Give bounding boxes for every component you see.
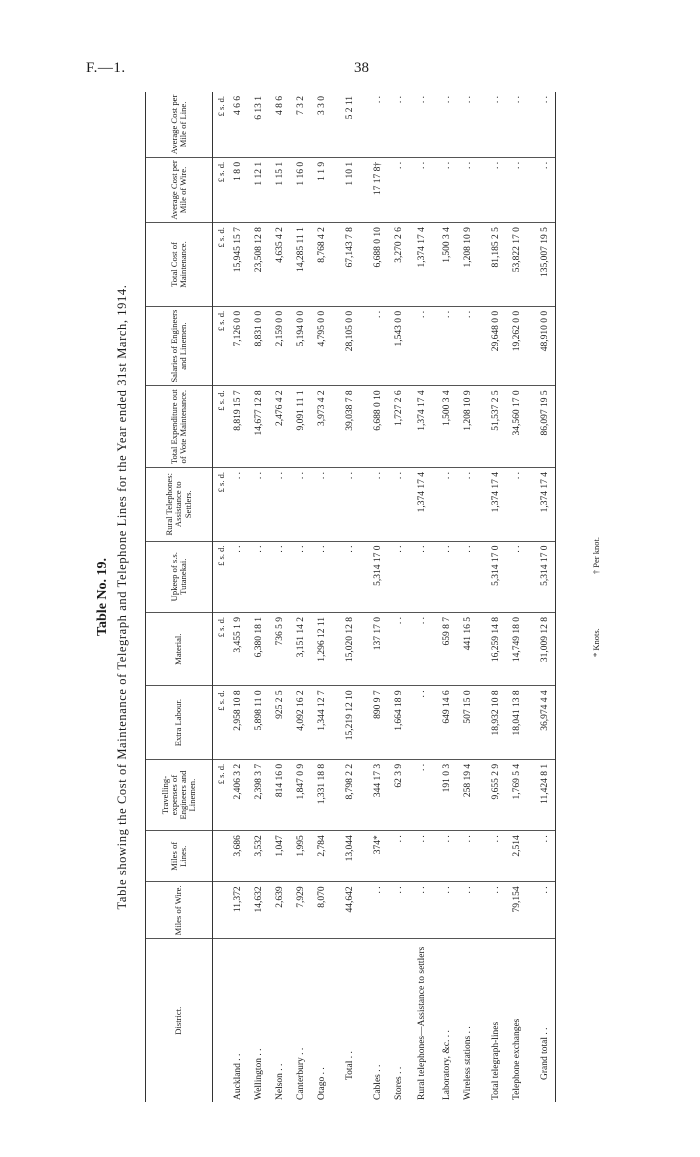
table-cell: 6,380 18 1 (248, 612, 269, 685)
table-row (388, 92, 409, 1102)
table-cell (527, 306, 534, 386)
column-header: Material. (146, 612, 213, 685)
table-cell (332, 157, 339, 222)
table-cell: . . (409, 686, 436, 759)
table-cell (332, 306, 339, 386)
table-cell: . . (485, 831, 506, 882)
table-cell: 1,374 17 4 (409, 223, 436, 307)
table-cell: 15,020 12 8 (339, 612, 360, 685)
table-cell: . . (367, 306, 388, 386)
table-cell: 3 3 0 (311, 92, 332, 157)
table-cell: 14,632 (248, 882, 269, 939)
table-cell: . . (506, 92, 527, 157)
table-cell (478, 541, 485, 612)
table-cell: . . (457, 306, 478, 386)
page-reference: F.—1. (86, 60, 126, 76)
table-row (227, 92, 248, 1102)
table-cell (478, 882, 485, 939)
row-label (332, 939, 339, 1102)
row-label: Cables . . (372, 1064, 383, 1100)
table-cell: 79,154 (506, 882, 527, 939)
table-cell: . . (227, 541, 248, 612)
table-cell: 1 12 1 (248, 157, 269, 222)
row-label: Total . . (344, 1051, 355, 1080)
table-cell: . . (269, 541, 290, 612)
table-cell (478, 157, 485, 222)
table-row (311, 92, 332, 1102)
table-cell: 34,560 17 0 (506, 386, 527, 468)
column-header: Salaries of Engineers and Linemen. (146, 306, 213, 386)
table-cell: £ s. d. (213, 468, 228, 541)
table-cell: 135,007 19 5 (534, 223, 556, 307)
table-cell (360, 92, 367, 157)
table-cell: 19,262 0 0 (506, 306, 527, 386)
table-cell: 5,314 17 0 (534, 541, 556, 612)
table-cell: 8,768 4 2 (311, 223, 332, 307)
table-cell: 4,635 4 2 (269, 223, 290, 307)
table-cell: 3,151 14 2 (290, 612, 311, 685)
table-cell: 86,097 19 5 (534, 386, 556, 468)
table-cell: 4,795 0 0 (311, 306, 332, 386)
table-body (213, 92, 556, 1102)
table-cell: £ s. d. (213, 759, 228, 830)
table-row (534, 92, 556, 1102)
table-cell: 11,372 (227, 882, 248, 939)
table-cell: £ s. d. (213, 92, 228, 157)
table-cell: 44,642 (339, 882, 360, 939)
table-cell (527, 686, 534, 759)
table-cell: 62 3 9 (388, 759, 409, 830)
table-cell: . . (367, 92, 388, 157)
table-row (290, 92, 311, 1102)
table-cell (527, 612, 534, 685)
table-cell: . . (409, 759, 436, 830)
row-label: Wellington . . (253, 1048, 264, 1100)
table-cell: . . (457, 541, 478, 612)
units-row (213, 92, 228, 1102)
table-cell (478, 468, 485, 541)
table-cell (527, 386, 534, 468)
table-cell: 1,847 0 9 (290, 759, 311, 830)
row-label (213, 939, 228, 1102)
table-cell: 2,159 0 0 (269, 306, 290, 386)
table-row (485, 92, 506, 1102)
table-cell: . . (485, 157, 506, 222)
column-header: Total Cost of Maintenance. (146, 223, 213, 307)
table-cell: 8,070 (311, 882, 332, 939)
table-cell: 1,374 17 4 (409, 386, 436, 468)
table-cell: 29,648 0 0 (485, 306, 506, 386)
table-number: Table No. 19. (95, 557, 110, 637)
table-cell: 1,543 0 0 (388, 306, 409, 386)
table-cell: . . (534, 831, 556, 882)
table-cell: 51,537 2 5 (485, 386, 506, 468)
table-cell: . . (409, 612, 436, 685)
table-cell: . . (457, 882, 478, 939)
table-cell: . . (388, 831, 409, 882)
table-cell: . . (388, 157, 409, 222)
table-cell: 1,727 2 6 (388, 386, 409, 468)
table-cell: . . (506, 468, 527, 541)
table-cell: . . (534, 157, 556, 222)
table-row (506, 92, 527, 1102)
row-label (527, 939, 534, 1102)
table-cell: 17 17 8† (367, 157, 388, 222)
table-cell: £ s. d. (213, 686, 228, 759)
column-header: Average Cost per Mile of Wire. (146, 157, 213, 222)
table-cell: 1,331 18 8 (311, 759, 332, 830)
table-cell (332, 759, 339, 830)
table-cell: 1 15 1 (269, 157, 290, 222)
table-cell: . . (436, 306, 457, 386)
row-label: Auckland . . (232, 1053, 243, 1100)
table-cell: 7,929 (290, 882, 311, 939)
table-cell (360, 612, 367, 685)
table-cell: 1 10 1 (339, 157, 360, 222)
table-cell: 8,798 2 2 (339, 759, 360, 830)
table-cell: . . (388, 541, 409, 612)
table-cell (360, 386, 367, 468)
table-cell: 15,945 15 7 (227, 223, 248, 307)
table-cell: 48,910 0 0 (534, 306, 556, 386)
table-cell: 1,374 17 4 (409, 468, 436, 541)
column-header: Average Cost per Mile of Line. (146, 92, 213, 157)
header-row (146, 92, 213, 1102)
table-cell: . . (339, 541, 360, 612)
table-cell (360, 306, 367, 386)
table-cell: . . (248, 468, 269, 541)
table-cell: 6,688 0 10 (367, 386, 388, 468)
table-cell: . . (436, 92, 457, 157)
table-cell: 2,406 3 2 (227, 759, 248, 830)
table-cell: 1,374 17 4 (485, 468, 506, 541)
table-cell: 8,831 0 0 (248, 306, 269, 386)
table-cell: 1 16 0 (290, 157, 311, 222)
table-cell: 3,532 (248, 831, 269, 882)
table-cell: 507 15 0 (457, 686, 478, 759)
table-cell: 344 17 3 (367, 759, 388, 830)
table-cell: 1,296 12 11 (311, 612, 332, 685)
table-cell: . . (457, 92, 478, 157)
table-cell (360, 157, 367, 222)
table-cell: £ s. d. (213, 223, 228, 307)
column-header: Extra Labour. (146, 686, 213, 759)
table-cell: 53,822 17 0 (506, 223, 527, 307)
table-cell (360, 759, 367, 830)
table-cell (332, 686, 339, 759)
table-cell: . . (409, 306, 436, 386)
table-cell: . . (290, 468, 311, 541)
table-cell: 1,664 18 9 (388, 686, 409, 759)
table-cell: 31,009 12 8 (534, 612, 556, 685)
row-label: Total telegraph-lines (490, 1021, 501, 1100)
table-cell: . . (409, 831, 436, 882)
page-number: 38 (354, 60, 369, 76)
table-cell: . . (436, 157, 457, 222)
table-cell: 7,126 0 0 (227, 306, 248, 386)
table-cell: . . (311, 541, 332, 612)
table-cell (478, 612, 485, 685)
table-cell: 9,655 2 9 (485, 759, 506, 830)
table-cell: . . (409, 541, 436, 612)
table-cell: . . (248, 541, 269, 612)
row-label: Stores . . (393, 1066, 404, 1100)
table-cell (478, 386, 485, 468)
table-cell: . . (388, 612, 409, 685)
table-row (367, 92, 388, 1102)
table-cell: 1 8 0 (227, 157, 248, 222)
row-label: Telephone exchanges (511, 1018, 522, 1100)
table-cell: 736 5 9 (269, 612, 290, 685)
row-label: Rural telephones—Assistance to settlers (416, 946, 427, 1100)
table-cell: 6 13 1 (248, 92, 269, 157)
column-header: Miles of Lines. (146, 831, 213, 882)
table-cell: 4 6 6 (227, 92, 248, 157)
column-header: Travelling-expenses of Engineers and Linemen. (146, 759, 213, 830)
table-cell: 1,500 3 4 (436, 223, 457, 307)
table-cell (527, 468, 534, 541)
maintenance-cost-table (145, 92, 556, 1102)
table-cell: 28,105 0 0 (339, 306, 360, 386)
table-cell: 1,769 5 4 (506, 759, 527, 830)
table-cell: 18,932 10 8 (485, 686, 506, 759)
table-cell: 7 3 2 (290, 92, 311, 157)
table-cell: 2,784 (311, 831, 332, 882)
table-cell: . . (485, 882, 506, 939)
table-cell: 2,476 4 2 (269, 386, 290, 468)
column-header: Total Expenditure out of Vote Maintenance. (146, 386, 213, 468)
table-cell: 3,455 1 9 (227, 612, 248, 685)
table-cell (360, 541, 367, 612)
table-cell: . . (436, 541, 457, 612)
table-cell: 3,686 (227, 831, 248, 882)
table-cell: 36,974 4 4 (534, 686, 556, 759)
table-cell (527, 759, 534, 830)
row-label: Canterbury . . (295, 1047, 306, 1100)
table-cell: 2,639 (269, 882, 290, 939)
table-cell: 2,398 3 7 (248, 759, 269, 830)
table-row (409, 92, 436, 1102)
table-cell: 6,688 0 10 (367, 223, 388, 307)
row-label: Nelson . . (274, 1063, 285, 1100)
table-row (457, 92, 478, 1102)
table-cell: . . (457, 157, 478, 222)
column-header: District. (146, 939, 213, 1102)
table-cell (360, 223, 367, 307)
row-label (478, 939, 485, 1102)
table-cell: . . (388, 92, 409, 157)
table-cell: . . (506, 157, 527, 222)
table-cell (332, 468, 339, 541)
table-cell: 1 1 9 (311, 157, 332, 222)
rotated-table-block (95, 92, 615, 1102)
table-cell: 16,259 14 8 (485, 612, 506, 685)
table-cell: 2,958 10 8 (227, 686, 248, 759)
table-cell: 81,185 2 5 (485, 223, 506, 307)
column-header: Rural Telephones: Assistance to Settlers. (146, 468, 213, 541)
table-cell: . . (485, 92, 506, 157)
table-cell: 5 2 11 (339, 92, 360, 157)
table-cell: 258 19 4 (457, 759, 478, 830)
spacer-row (332, 92, 339, 1102)
table-cell: 4 8 6 (269, 92, 290, 157)
footnote-knots: * Knots. (591, 628, 601, 658)
table-cell: . . (367, 468, 388, 541)
table-cell (527, 831, 534, 882)
table-row (436, 92, 457, 1102)
table-cell: £ s. d. (213, 157, 228, 222)
table-cell: £ s. d. (213, 541, 228, 612)
table-cell (332, 831, 339, 882)
table-cell: 11,424 8 1 (534, 759, 556, 830)
table-cell: 8,819 15 7 (227, 386, 248, 468)
row-label: Grand total . . (534, 939, 556, 1102)
table-row (269, 92, 290, 1102)
table-cell: . . (436, 882, 457, 939)
table-cell: . . (534, 92, 556, 157)
table-cell (332, 541, 339, 612)
table-cell: . . (436, 468, 457, 541)
row-label (360, 939, 367, 1102)
spacer-row (360, 92, 367, 1102)
table-cell (332, 92, 339, 157)
table-cell (360, 882, 367, 939)
table-cell: . . (311, 468, 332, 541)
table-cell (527, 92, 534, 157)
table-cell: . . (436, 831, 457, 882)
table-cell: . . (409, 882, 436, 939)
table-cell (213, 831, 228, 882)
table-cell (478, 686, 485, 759)
table-cell: 191 0 3 (436, 759, 457, 830)
table-cell: 9,091 11 1 (290, 386, 311, 468)
table-cell (478, 92, 485, 157)
table-cell: 890 9 7 (367, 686, 388, 759)
table-cell: . . (457, 468, 478, 541)
table-cell: 1,208 10 9 (457, 223, 478, 307)
table-cell: 441 16 5 (457, 612, 478, 685)
table-cell: 925 2 5 (269, 686, 290, 759)
column-header: Upkeep of s.s. Tutanekai. (146, 541, 213, 612)
table-cell: 374* (367, 831, 388, 882)
table-cell (332, 386, 339, 468)
footnotes (591, 92, 601, 1102)
table-cell: £ s. d. (213, 612, 228, 685)
table-cell (527, 541, 534, 612)
table-cell: . . (409, 92, 436, 157)
table-cell (332, 223, 339, 307)
table-cell: 1,374 17 4 (534, 468, 556, 541)
table-cell: . . (409, 157, 436, 222)
table-cell: 3,270 2 6 (388, 223, 409, 307)
table-cell: 649 14 6 (436, 686, 457, 759)
table-cell: . . (534, 882, 556, 939)
table-cell (360, 686, 367, 759)
table-row (248, 92, 269, 1102)
table-cell: . . (290, 541, 311, 612)
table-cell: 2,514 (506, 831, 527, 882)
table-cell: 13,044 (339, 831, 360, 882)
table-cell: . . (388, 468, 409, 541)
table-cell: . . (367, 882, 388, 939)
table-cell: . . (506, 541, 527, 612)
table-cell: 1,208 10 9 (457, 386, 478, 468)
table-cell (332, 612, 339, 685)
table-cell (527, 223, 534, 307)
table-cell: 15,219 12 10 (339, 686, 360, 759)
table-cell: 1,344 12 7 (311, 686, 332, 759)
table-cell (360, 831, 367, 882)
footnote-per-knot: † Per knot. (591, 537, 601, 575)
table-cell (478, 306, 485, 386)
table-cell: 5,898 11 0 (248, 686, 269, 759)
row-label: Otago . . (316, 1067, 327, 1100)
column-header: Miles of Wire. (146, 882, 213, 939)
table-cell: . . (457, 831, 478, 882)
spacer-row (478, 92, 485, 1102)
table-cell: 14,749 18 0 (506, 612, 527, 685)
table-cell: . . (227, 468, 248, 541)
table-cell (213, 882, 228, 939)
table-cell: 23,508 12 8 (248, 223, 269, 307)
table-title: Table showing the Cost of Maintenance of Telegraph and Telephone Lines for the Year ended 31st March, 1914. (115, 284, 129, 910)
table-cell: 1,995 (290, 831, 311, 882)
table-cell: 67,143 7 8 (339, 223, 360, 307)
table-cell: 14,285 11 1 (290, 223, 311, 307)
table-cell (360, 468, 367, 541)
table-cell: 659 8 7 (436, 612, 457, 685)
table-cell: 1,500 3 4 (436, 386, 457, 468)
table-cell: . . (339, 468, 360, 541)
table-cell: 5,314 17 0 (485, 541, 506, 612)
table-cell (527, 157, 534, 222)
row-label: Wireless stations . . (462, 1026, 473, 1100)
table-cell: 14,677 12 8 (248, 386, 269, 468)
table-row (339, 92, 360, 1102)
table-cell: 3,973 4 2 (311, 386, 332, 468)
table-cell (332, 882, 339, 939)
table-cell: . . (269, 468, 290, 541)
table-cell (478, 759, 485, 830)
table-cell: 18,041 13 8 (506, 686, 527, 759)
table-cell: 39,038 7 8 (339, 386, 360, 468)
spacer-row (527, 92, 534, 1102)
table-cell: 5,314 17 0 (367, 541, 388, 612)
table-cell: 1,047 (269, 831, 290, 882)
table-cell: £ s. d. (213, 386, 228, 468)
table-cell (527, 882, 534, 939)
table-cell: 4,092 16 2 (290, 686, 311, 759)
table-cell (478, 223, 485, 307)
table-cell: 137 17 0 (367, 612, 388, 685)
table-cell: 5,194 0 0 (290, 306, 311, 386)
table-cell: . . (388, 882, 409, 939)
table-cell (478, 831, 485, 882)
table-cell: 814 16 0 (269, 759, 290, 830)
row-label: Laboratory, &c. . . (441, 1030, 452, 1100)
table-cell: £ s. d. (213, 306, 228, 386)
